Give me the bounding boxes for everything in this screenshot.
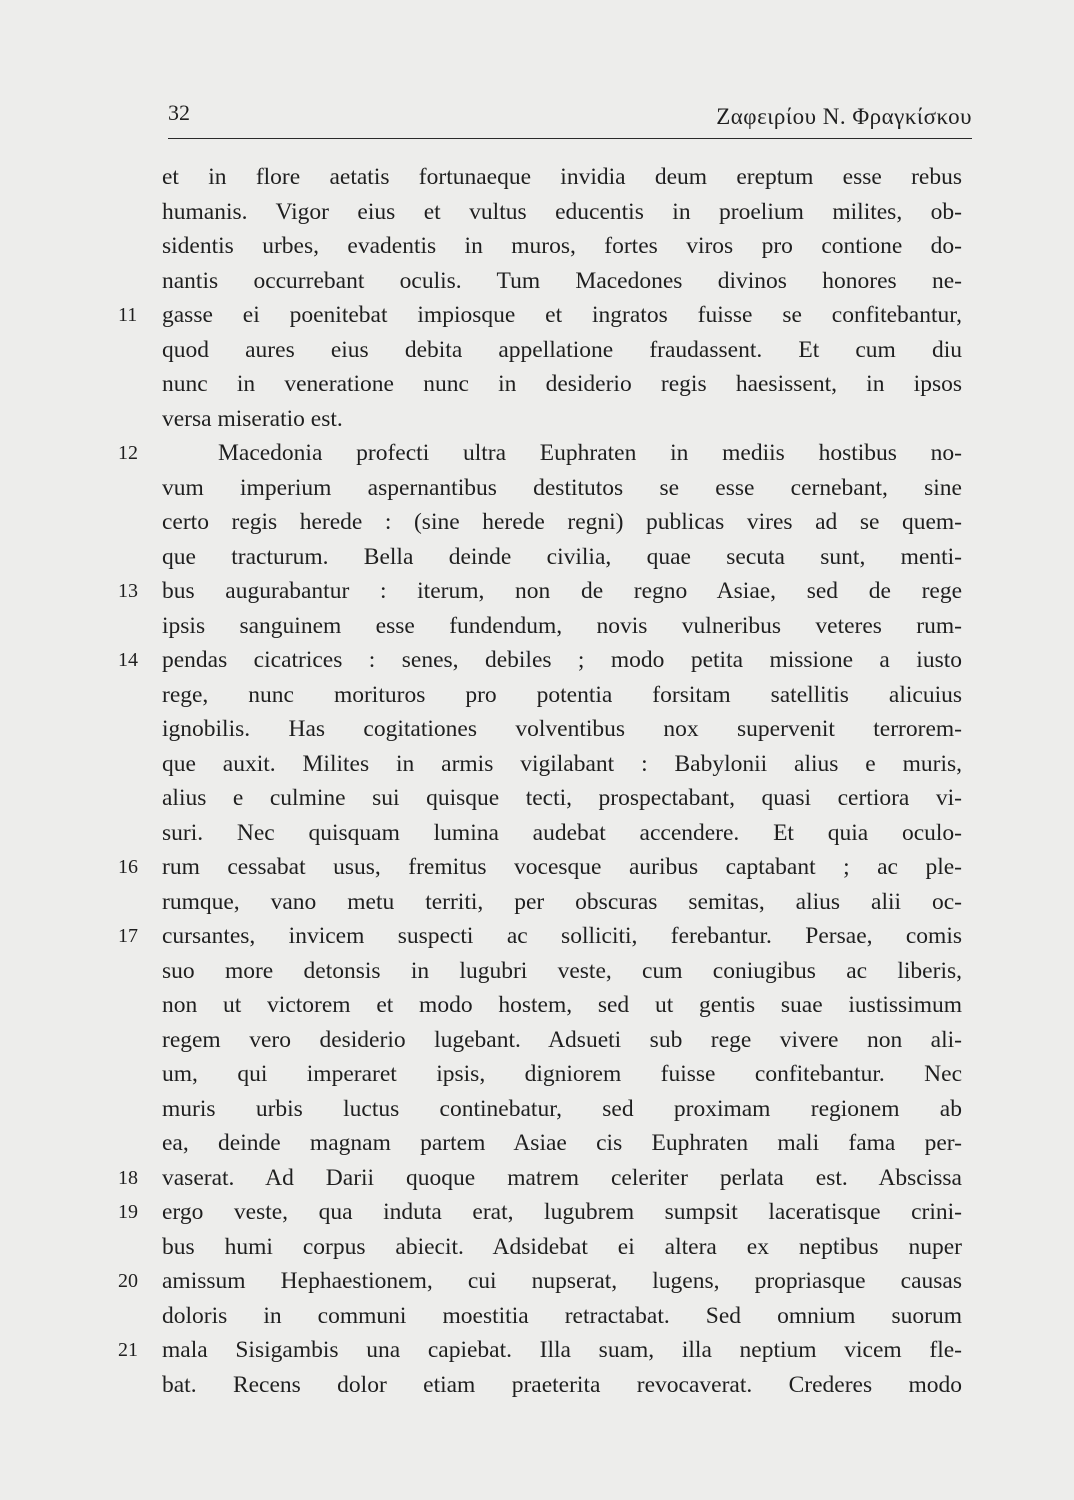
line-text: bus augurabantur : iterum, non de regno Asiae, sed de rege <box>162 578 962 604</box>
text-line <box>0 540 1074 575</box>
line-text: regem vero desiderio lugebant. Adsueti sub rege vivere non ali- <box>162 1026 962 1053</box>
line-text: um, qui imperaret ipsis, digniorem fuisse confitebantur. Nec <box>162 1061 962 1087</box>
text-line <box>0 402 1074 437</box>
text-line <box>0 1126 1074 1161</box>
line-number: 18 <box>118 1166 138 1189</box>
line-text: mala Sisigambis una capiebat. Illa suam, illa neptium vicem fle- <box>162 1337 962 1363</box>
text-line <box>0 505 1074 540</box>
text-line <box>0 298 1074 333</box>
line-text: ea, deinde magnam partem Asiae cis Euphraten mali fama per- <box>162 1130 962 1156</box>
line-text: rege, nunc morituros pro potentia forsitam satellitis alicuius <box>162 681 962 708</box>
line-number: 14 <box>118 649 138 671</box>
text-line <box>0 1195 1074 1230</box>
line-text: pendas cicatrices : senes, debiles ; modo petita missione a iusto <box>162 647 962 673</box>
running-head: Ζαφειρίου Ν. Φραγκίσκου <box>716 104 972 129</box>
line-number: 20 <box>118 1270 138 1292</box>
text-line <box>0 264 1074 299</box>
page-header <box>168 98 972 139</box>
line-number: 11 <box>118 304 138 326</box>
line-text: humanis. Vigor eius et vultus educentis in proelium milites, ob- <box>162 198 962 225</box>
text-line <box>0 1023 1074 1058</box>
text-line <box>0 1368 1074 1403</box>
line-text: suri. Nec quisquam lumina audebat accendere. Et quia oculo- <box>162 819 962 846</box>
line-number: 16 <box>118 856 138 878</box>
text-line <box>0 678 1074 713</box>
line-text: doloris in communi moestitia retractabat. Sed omnium suorum <box>162 1302 962 1329</box>
text-line <box>0 160 1074 195</box>
line-text: ipsis sanguinem esse fundendum, novis vulneribus veteres rum- <box>162 612 962 639</box>
text-line <box>0 1264 1074 1299</box>
line-text: nunc in veneratione nunc in desiderio regis haesissent, in ipsos <box>162 371 962 397</box>
line-text: quod aures eius debita appellatione fraudassent. Et cum diu <box>162 336 962 363</box>
line-number: 19 <box>118 1201 138 1223</box>
line-text: alius e culmine sui quisque tecti, prospectabant, quasi certiora vi- <box>162 785 962 811</box>
line-text: certo regis herede : (sine herede regni) publicas vires ad se quem- <box>162 509 962 535</box>
text-line <box>0 1230 1074 1265</box>
text-line <box>0 1092 1074 1127</box>
text-line <box>0 712 1074 747</box>
text-line <box>0 333 1074 368</box>
line-number: 17 <box>118 925 138 947</box>
text-line <box>0 1057 1074 1092</box>
page-number: 32 <box>168 100 190 125</box>
line-text: gasse ei poenitebat impiosque et ingratos fuisse se confitebantur, <box>162 302 962 328</box>
text-line <box>0 195 1074 230</box>
text-line <box>0 229 1074 264</box>
line-text: versa miseratio est. <box>162 405 343 432</box>
line-text: Macedonia profecti ultra Euphraten in mediis hostibus no- <box>218 440 962 466</box>
text-line <box>0 816 1074 851</box>
line-number: 13 <box>118 580 138 602</box>
text-line <box>0 885 1074 920</box>
text-line <box>0 471 1074 506</box>
text-line <box>0 954 1074 989</box>
text-line <box>0 574 1074 609</box>
line-text: cursantes, invicem suspecti ac solliciti, ferebantur. Persae, comis <box>162 923 962 949</box>
line-text: non ut victorem et modo hostem, sed ut gentis suae iustissimum <box>162 992 962 1018</box>
line-number: 12 <box>118 442 138 464</box>
line-text: bat. Recens dolor etiam praeterita revocaverat. Crederes modo <box>162 1371 962 1398</box>
text-line <box>0 919 1074 954</box>
line-text: bus humi corpus abiecit. Adsidebat ei altera ex neptibus nuper <box>162 1233 962 1260</box>
line-text: suo more detonsis in lugubri veste, cum coniugibus ac liberis, <box>162 957 962 984</box>
line-text: que auxit. Milites in armis vigilabant : Babylonii alius e muris, <box>162 750 962 777</box>
line-text: muris urbis luctus continebatur, sed proximam regionem ab <box>162 1095 962 1122</box>
line-number: 21 <box>118 1339 138 1361</box>
line-text: sidentis urbes, evadentis in muros, fortes viros pro contione do- <box>162 233 962 259</box>
text-line <box>0 1333 1074 1368</box>
text-line <box>0 1299 1074 1334</box>
text-line <box>0 781 1074 816</box>
line-text: rum cessabat usus, fremitus vocesque auribus captabant ; ac ple- <box>162 854 962 880</box>
line-text: nantis occurrebant oculis. Tum Macedones divinos honores ne- <box>162 267 962 294</box>
line-text: rumque, vano metu territi, per obscuras semitas, alius alii oc- <box>162 888 962 915</box>
line-text: ignobilis. Has cogitationes volventibus nox supervenit terrorem- <box>162 716 962 742</box>
text-line <box>0 850 1074 885</box>
text-line <box>0 747 1074 782</box>
line-text: vum imperium aspernantibus destitutos se esse cernebant, sine <box>162 474 962 501</box>
line-text: et in flore aetatis fortunaeque invidia deum ereptum esse rebus <box>162 164 962 190</box>
line-text: que tracturum. Bella deinde civilia, quae secuta sunt, menti- <box>162 543 962 570</box>
line-text: vaserat. Ad Darii quoque matrem celeriter perlata est. Abscissa <box>162 1164 962 1191</box>
text-line <box>0 609 1074 644</box>
body-text <box>0 160 1074 1402</box>
text-line <box>0 1161 1074 1196</box>
line-text: ergo veste, qua induta erat, lugubrem sumpsit laceratisque crini- <box>162 1199 962 1225</box>
line-text: amissum Hephaestionem, cui nupserat, lugens, propriasque causas <box>162 1268 962 1294</box>
text-line <box>0 436 1074 471</box>
text-line <box>0 988 1074 1023</box>
text-line <box>0 643 1074 678</box>
text-line <box>0 367 1074 402</box>
